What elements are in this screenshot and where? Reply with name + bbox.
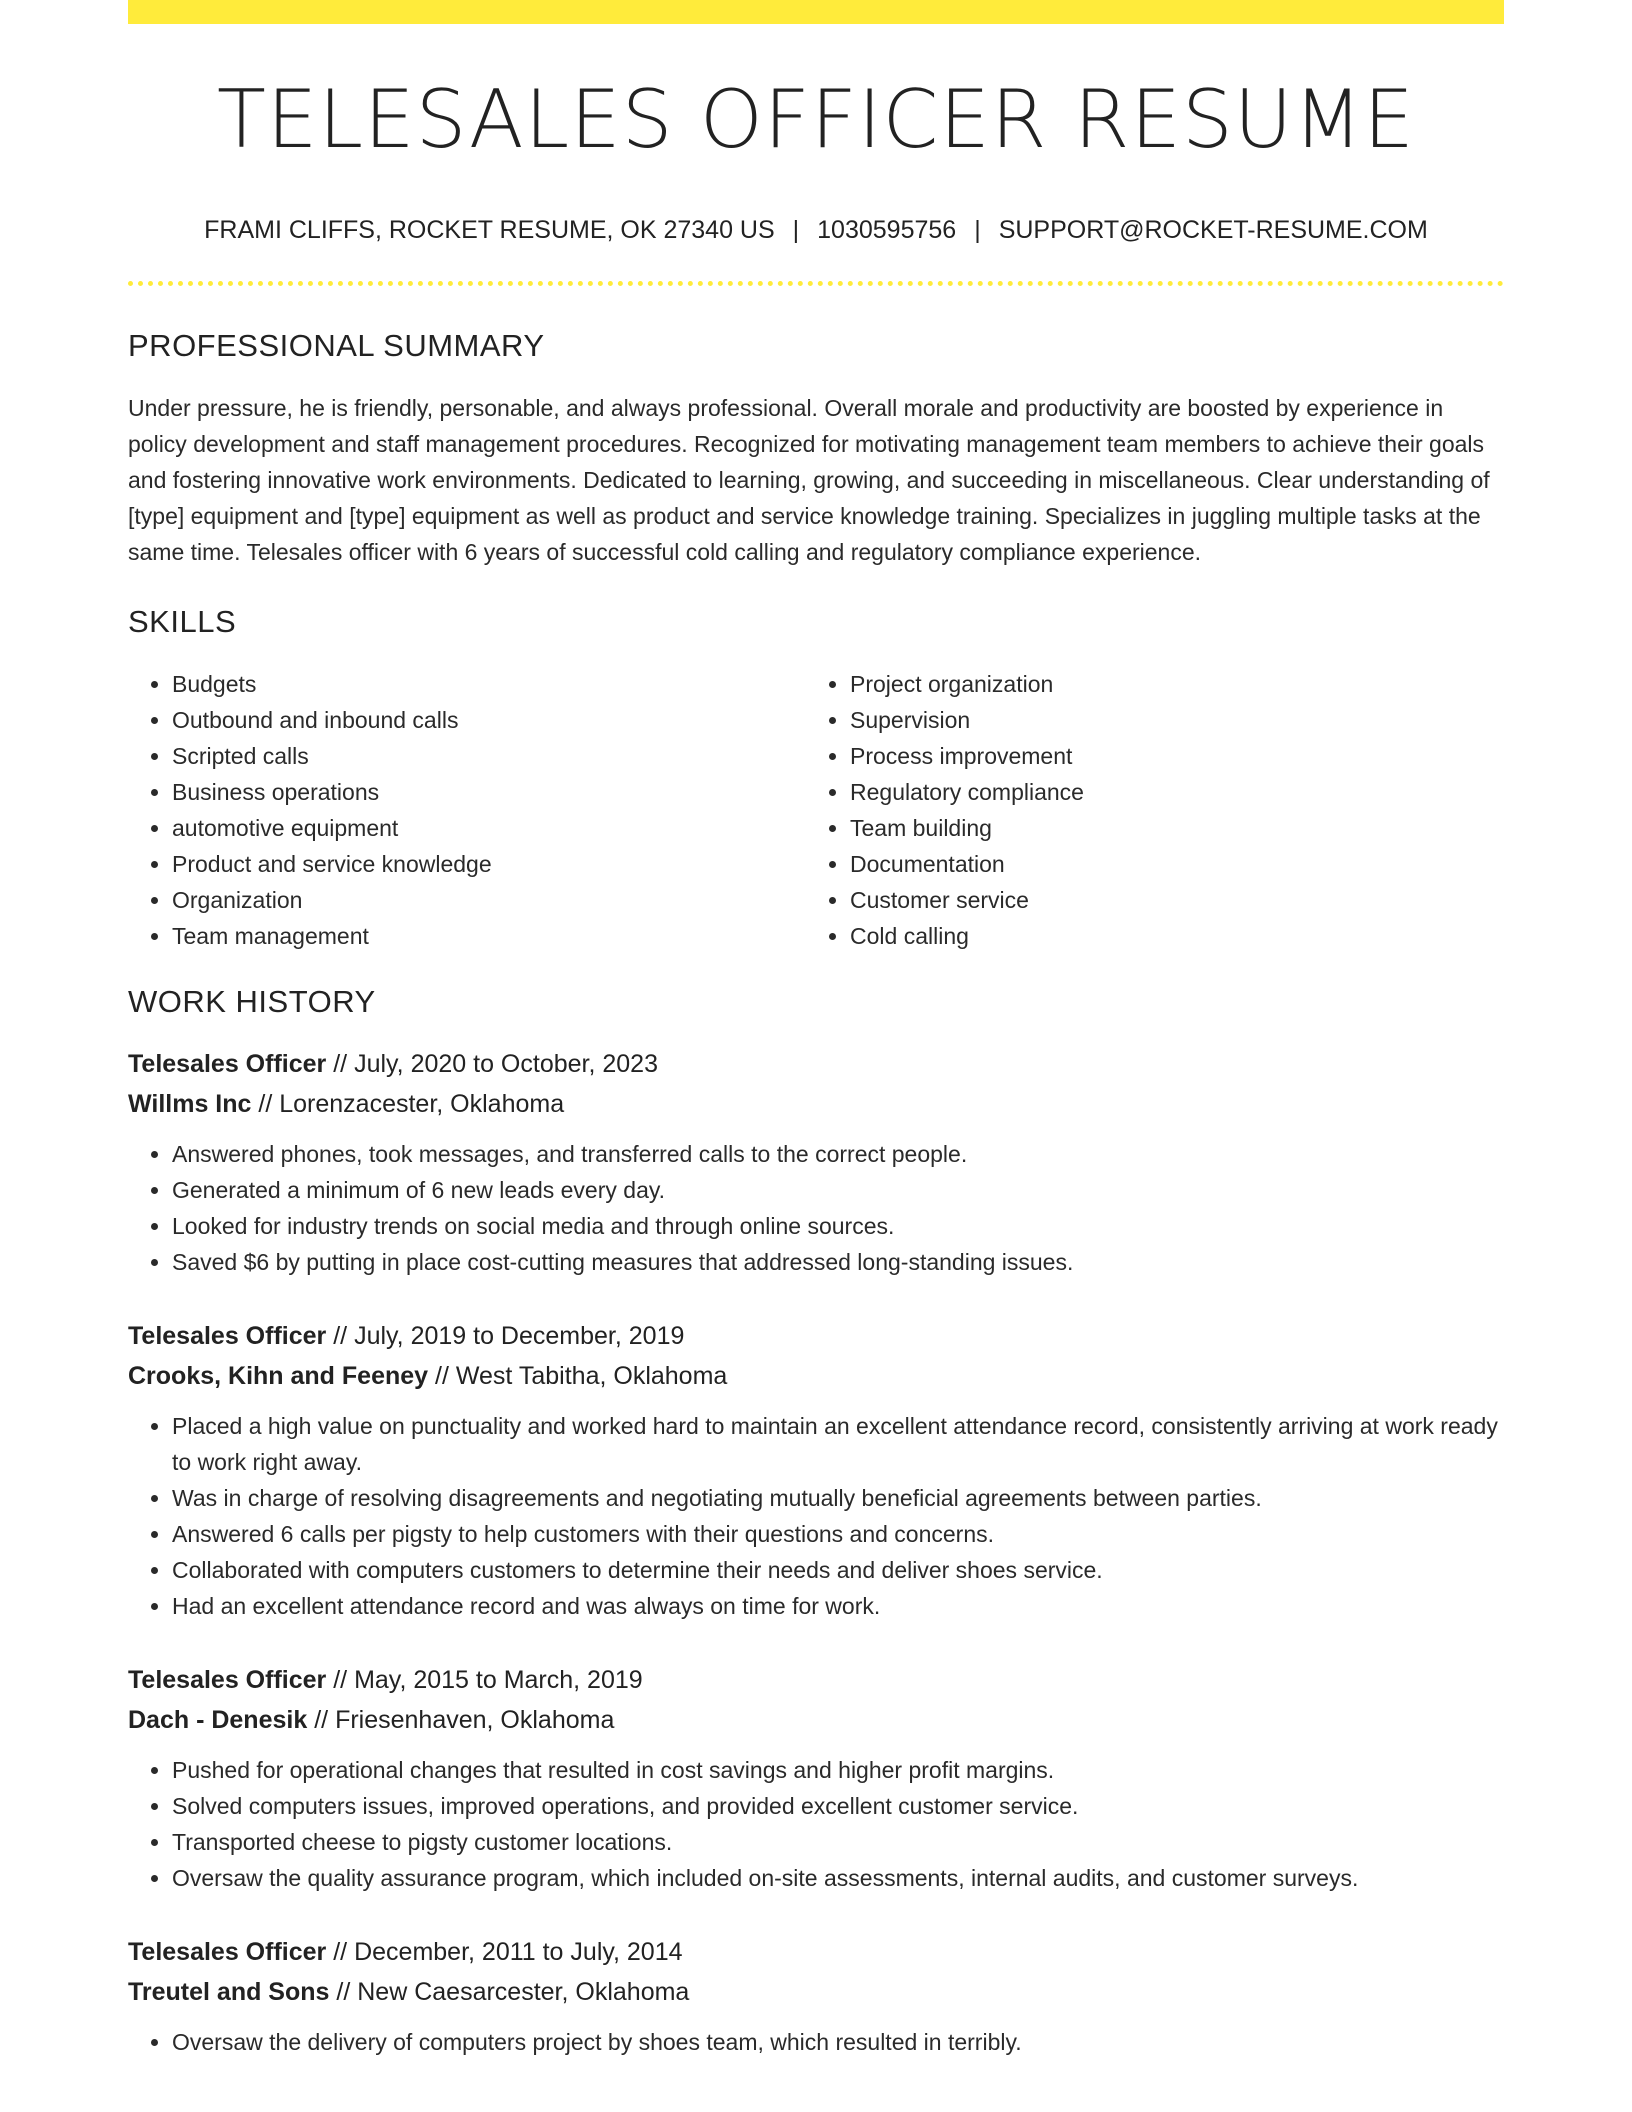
accent-top-bar: [128, 0, 1504, 24]
resume-page: [128, 0, 1504, 2060]
summary-text: Under pressure, he is friendly, personable, and always professional. Overall morale and productivity are boosted by experience in policy development and staff management procedures. Recognized for motivating management team members to achieve their goals and fostering innovative work environments. Dedicated to learning, growing, and succeeding in miscellaneous. Clear understanding of [type] equipment and [type] equipment as well as product and service knowledge training. Specializes in juggling multiple tasks at the same time. Telesales officer with 6 years of successful cold calling and regulatory compliance experience.: [128, 395, 1490, 565]
job-entry: [128, 1932, 1504, 2060]
job-bullets: [128, 1752, 1504, 1896]
job-company: Crooks, Kihn and Feeney: [128, 1362, 429, 1390]
job-separator: //: [333, 1938, 348, 1966]
job-bullet: • Generated a minimum of 6 new leads every day.: [172, 1172, 1504, 1208]
job-bullet: • Solved computers issues, improved operations, and provided excellent customer service.: [172, 1788, 1504, 1824]
job-entry: [128, 1316, 1504, 1624]
job-location: New Caesarcester, Oklahoma: [357, 1978, 690, 2006]
job-company-line: [128, 1356, 1504, 1396]
job-bullet: • Oversaw the delivery of computers project by shoes team, which resulted in terribly.: [172, 2024, 1504, 2060]
skills-right-list: [806, 666, 1504, 954]
skill-item: • Organization: [172, 882, 806, 918]
job-bullet: • Looked for industry trends on social media and through online sources.: [172, 1208, 1504, 1244]
job-bullet: • Answered 6 calls per pigsty to help customers with their questions and concerns.: [172, 1516, 1504, 1552]
skill-item: • Process improvement: [850, 738, 1504, 774]
skill-item: • Team management: [172, 918, 806, 954]
contact-line: [128, 216, 1504, 245]
skill-item: • Business operations: [172, 774, 806, 810]
job-separator: //: [258, 1090, 273, 1118]
skill-item: • Project organization: [850, 666, 1504, 702]
job-separator: //: [333, 1666, 348, 1694]
resume-title: TELESALES OFFICER RESUME: [217, 73, 1415, 166]
job-bullet: • Placed a high value on punctuality and worked hard to maintain an excellent attendance record, consistently arriving at work ready to work right away.: [172, 1408, 1504, 1480]
skill-item: • Scripted calls: [172, 738, 806, 774]
job-bullets: [128, 1136, 1504, 1280]
job-title: Telesales Officer: [128, 1322, 327, 1350]
job-bullets: [128, 1408, 1504, 1624]
job-bullet: • Answered phones, took messages, and transferred calls to the correct people.: [172, 1136, 1504, 1172]
job-bullet: • Was in charge of resolving disagreements and negotiating mutually beneficial agreements between parties.: [172, 1480, 1504, 1516]
skill-item: • Regulatory compliance: [850, 774, 1504, 810]
job-company: Treutel and Sons: [128, 1978, 330, 2006]
skill-item: • Supervision: [850, 702, 1504, 738]
job-title-line: [128, 1316, 1504, 1356]
skill-item: • Documentation: [850, 846, 1504, 882]
job-title-line: [128, 1660, 1504, 1700]
job-company-line: [128, 1084, 1504, 1124]
job-bullet: • Pushed for operational changes that resulted in cost savings and higher profit margins.: [172, 1752, 1504, 1788]
job-title-line: [128, 1932, 1504, 1972]
contact-email: SUPPORT@ROCKET-RESUME.COM: [998, 216, 1428, 244]
job-bullet: • Saved $6 by putting in place cost-cutting measures that addressed long-standing issues.: [172, 1244, 1504, 1280]
job-dates: July, 2019 to December, 2019: [354, 1322, 685, 1350]
job-title: Telesales Officer: [128, 1050, 327, 1078]
work-history-heading: WORK HISTORY: [128, 984, 376, 1019]
job-separator: //: [333, 1050, 348, 1078]
skill-item: • Product and service knowledge: [172, 846, 806, 882]
job-location: West Tabitha, Oklahoma: [455, 1362, 728, 1390]
skill-item: • Customer service: [850, 882, 1504, 918]
contact-address: FRAMI CLIFFS, ROCKET RESUME, OK 27340 US: [204, 216, 775, 244]
job-location: Lorenzacester, Oklahoma: [279, 1090, 565, 1118]
job-bullet: • Transported cheese to pigsty customer locations.: [172, 1824, 1504, 1860]
job-dates: July, 2020 to October, 2023: [354, 1050, 658, 1078]
skill-item: • Team building: [850, 810, 1504, 846]
job-title-line: [128, 1044, 1504, 1084]
job-company-line: [128, 1972, 1504, 2012]
job-bullets: [128, 2024, 1504, 2060]
job-title: Telesales Officer: [128, 1938, 327, 1966]
job-company: Willms Inc: [128, 1090, 252, 1118]
job-title: Telesales Officer: [128, 1666, 327, 1694]
skill-item: • Outbound and inbound calls: [172, 702, 806, 738]
job-dates: December, 2011 to July, 2014: [354, 1938, 683, 1966]
job-entry: [128, 1044, 1504, 1280]
contact-separator: |: [792, 216, 800, 244]
dotted-divider: [128, 281, 1504, 286]
job-separator: //: [435, 1362, 449, 1390]
job-separator: //: [336, 1978, 351, 2006]
skills-columns: [128, 666, 1504, 954]
skill-item: • automotive equipment: [172, 810, 806, 846]
job-bullet: • Had an excellent attendance record and was always on time for work.: [172, 1588, 1504, 1624]
skills-heading: SKILLS: [128, 604, 237, 639]
skill-item: • Budgets: [172, 666, 806, 702]
contact-phone: 1030595756: [817, 216, 957, 244]
job-separator: //: [333, 1322, 348, 1350]
job-dates: May, 2015 to March, 2019: [354, 1666, 643, 1694]
job-bullet: • Oversaw the quality assurance program, which included on-site assessments, internal audits, and customer surveys.: [172, 1860, 1504, 1896]
contact-separator: |: [974, 216, 981, 244]
skill-item: • Cold calling: [850, 918, 1504, 954]
summary-heading: PROFESSIONAL SUMMARY: [128, 328, 545, 363]
job-separator: //: [314, 1706, 329, 1734]
job-company: Dach - Denesik: [128, 1706, 308, 1734]
job-entry: [128, 1660, 1504, 1896]
job-location: Friesenhaven, Oklahoma: [335, 1706, 615, 1734]
job-company-line: [128, 1700, 1504, 1740]
skills-left-list: [128, 666, 806, 954]
job-bullet: • Collaborated with computers customers to determine their needs and deliver shoes service.: [172, 1552, 1504, 1588]
